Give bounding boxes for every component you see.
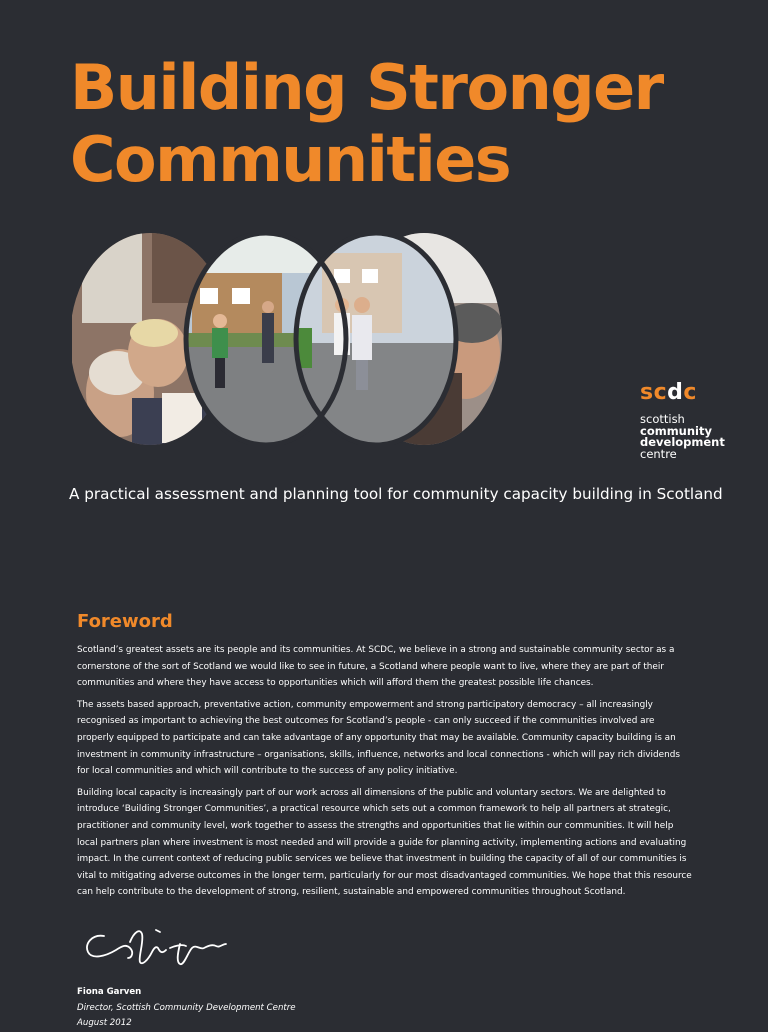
document-title [70, 52, 663, 196]
scdc-logo-name [640, 414, 725, 460]
foreword-paragraph-2: The assets based approach, preventative action, community empowerment and strong participatory democracy – all increasingly recognised as important to achieving the best outcomes for Scotland’s people - can only succeed if the communities involved are properly equipped to participate and can take advantage of any opportunity that may be available. Community capacity building is an investment in community infrastructure – organisations, skills, influence, networks and local connections - which will pay rich dividends for local communities and which will contribute to the success of any policy initiative. [77, 699, 680, 777]
signer-date: August 2012 [77, 1018, 132, 1028]
community-photo-collage [72, 233, 502, 445]
scdc-logo [640, 382, 725, 460]
foreword-paragraph-3: Building local capacity is increasingly part of our work across all dimensions of the public and voluntary sectors. We are delighted to introduce ‘Building Stronger Communities’, a practical resource which sets out a common framework to help all partners at strategic, practitioner and community level, work together to assess the strengths and opportunities that lie within our communities. It will help local partners plan where investment is most needed and will provide a guide for planning activity, implementing actions and evaluating impact. In the current context of reducing public services we believe that investment in building the capacity of all of our communities is vital to mitigating adverse outcomes in the longer term, particularly for our most disadvantaged communities. We hope that this resource can help contribute to the development of strong, resilient, sustainable and empowered communities throughout Scotland. [77, 787, 692, 898]
logo-name-line-2: community [640, 423, 712, 438]
logo-name-line-1: scottish [640, 412, 685, 426]
foreword-body [77, 642, 693, 906]
signer-role: Director, Scottish Community Development Centre [77, 1002, 296, 1013]
scdc-logo-mark: scdc [640, 380, 697, 405]
signer-block [77, 985, 296, 1032]
signer-name: Fiona Garven [77, 987, 142, 997]
title-line-2: Communities [70, 123, 511, 196]
foreword-heading: Foreword [77, 611, 173, 632]
handwritten-signature [82, 922, 232, 972]
logo-name-line-3: development [640, 435, 725, 449]
title-line-1: Building Stronger [70, 51, 663, 124]
document-subtitle: A practical assessment and planning tool for community capacity building in Scotland [69, 485, 723, 503]
foreword-paragraph-1: Scotland’s greatest assets are its people and its communities. At SCDC, we believe in a strong and sustainable community sector as a cornerstone of the sort of Scotland we would like to see in future, a Scotland where people want to live, where they are part of their communities and where they have access to opportunities which will afford them the greatest possible life chances. [77, 645, 675, 689]
logo-name-line-4: centre [640, 446, 677, 461]
